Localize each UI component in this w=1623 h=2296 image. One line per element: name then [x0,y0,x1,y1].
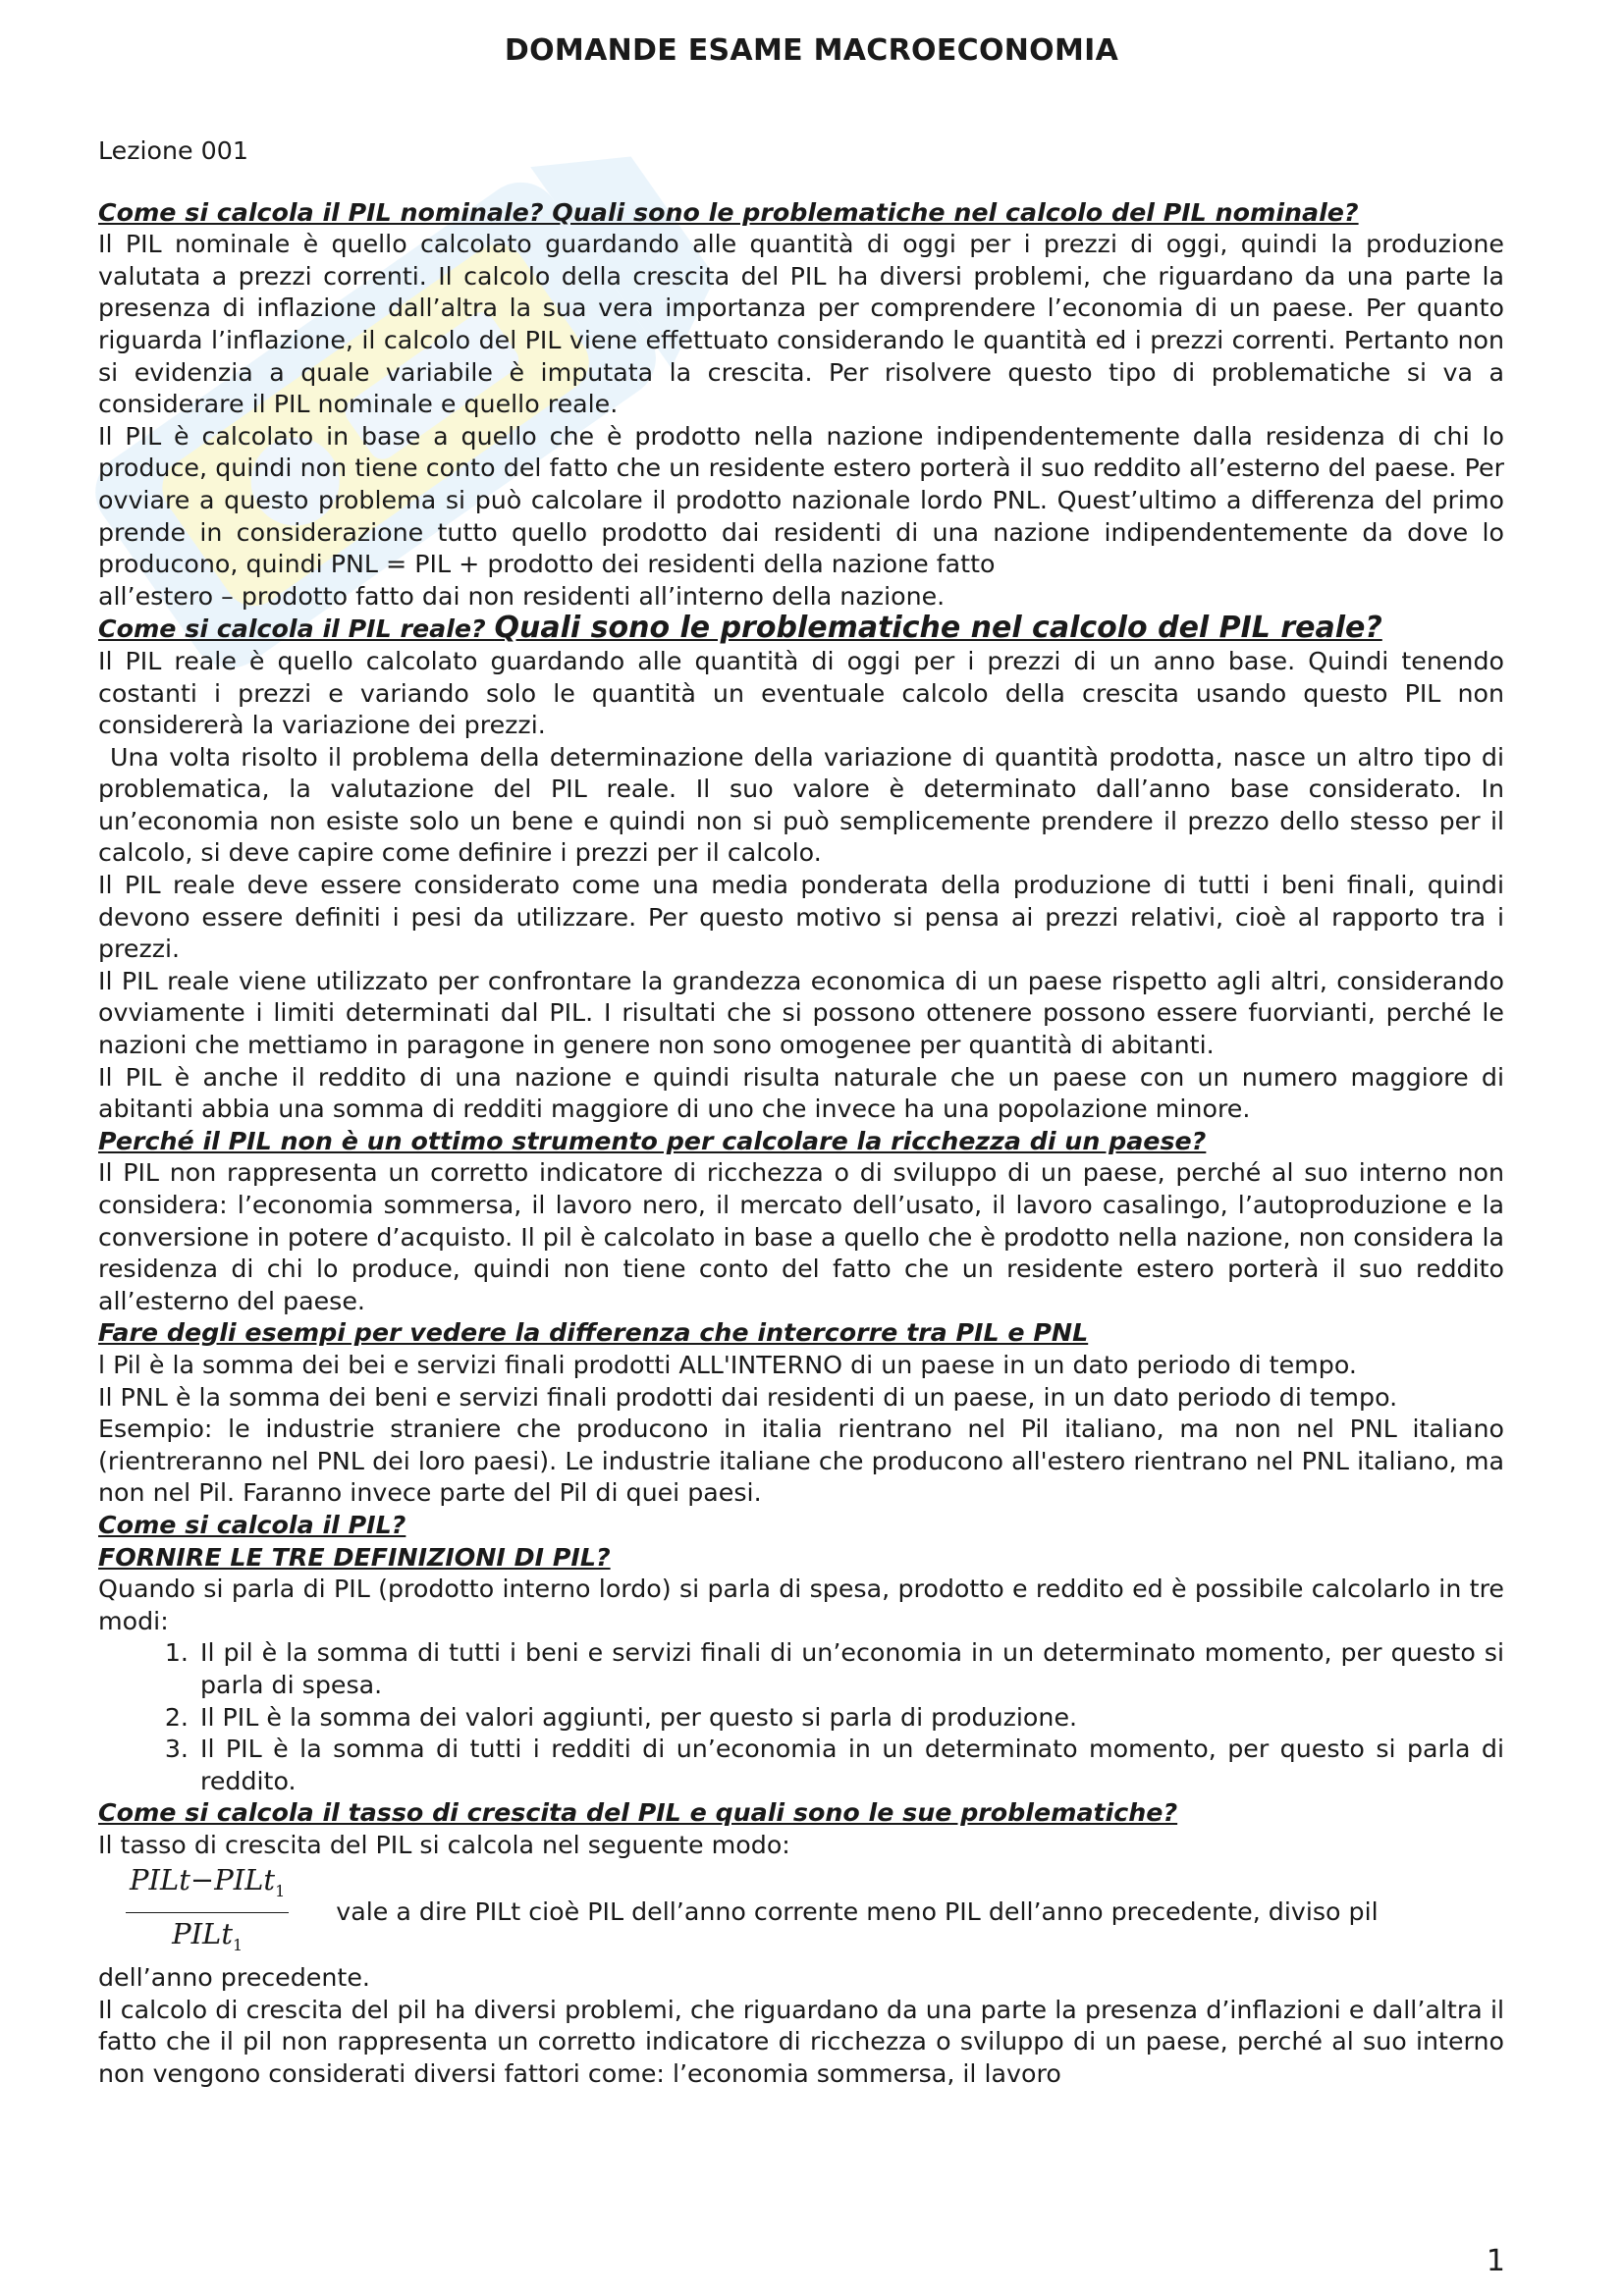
document-body [98,135,1504,2090]
paragraph: Esempio: le industrie straniere che producono in italia rientrano nel Pil italiano, ma non nel PNL italiano (rientreranno nel PNL dei loro paesi). Le industrie italiane che producono all'estero rientrano nel PNL italiano, ma non nel Pil. Faranno invece parte del Pil di quei paesi. [98,1415,1504,1508]
formula-denominator: PILt$_1$ [172,1917,243,1955]
paragraph: Il PIL reale è quello calcolato guardando alle quantità di oggi per i prezzi di un anno base. Quindi tenendo costanti i prezzi e variando solo le quantità un eventuale calcolo della crescita usando questo PIL non considererà la variazione dei prezzi. [98,646,1504,740]
formula-explanation: vale a dire PILt cioè PIL dell’anno corrente meno PIL dell’anno precedente, diviso pil [336,1897,1379,1927]
list-item: 1. Il pil è la somma di tutti i beni e servizi finali di un’economia in un determinato momento, per questo si parla di spesa. [196,1637,1504,1701]
question-part: Come si calcola il PIL reale? [98,614,495,644]
paragraph: Il PIL reale deve essere considerato come una media ponderata della produzione di tutti i beni finali, quindi devono essere definiti i pesi da utilizzare. Per questo motivo si pensa ai prezzi relativi, cioè al rapporto tra i prezzi. [98,871,1504,964]
paragraph: Il PIL è anche il reddito di una nazione e quindi risulta naturale che un paese con un numero maggiore di abitanti abbia una somma di redditi maggiore di uno che invece ha una popolazione minore. [98,1062,1504,1124]
paragraph: Quando si parla di PIL (prodotto interno lordo) si parla di spesa, prodotto e reddito ed è possibile calcolarlo in tre modi: [98,1575,1504,1635]
question-heading: FORNIRE LE TRE DEFINIZIONI DI PIL? [98,1542,611,1572]
paragraph: Il PIL non rappresenta un corretto indicatore di ricchezza o di sviluppo di un paese, perché al suo interno non considera: l’economia sommersa, il lavoro nero, il mercato dell’usato, il lavoro casalingo, l’autoproduzione e la conversione in potere d’acquisto. Il pil è calcolato in base a quello che è prodotto nella nazione, non considera la residenza di chi lo produce, quindi non tiene conto del fatto che un residente estero porterà il suo reddito all’esterno del paese. [98,1158,1504,1315]
list-item: 2. Il PIL è la somma dei valori aggiunti, per questo si parla di produzione. [196,1702,1504,1735]
question-heading: Fare degli esempi per vedere la differenza che intercorre tra PIL e PNL [98,1318,1089,1348]
paragraph: Il PIL è calcolato in base a quello che è prodotto nella nazione indipendentemente dalla residenza di chi lo produce, quindi non tiene conto del fatto che un residente estero porterà il suo reddito all’esterno del paese. Per ovviare a questo problema si può calcolare il prodotto nazionale lordo PNL. Quest’ultimo a differenza del primo prende in considerazione tutto quello prodotto dai residenti di una nazione indipendentemente da dove lo producono, quindi PNL = PIL + prodotto dei residenti della nazione fatto [98,421,1504,579]
paragraph: l Pil è la somma dei bei e servizi finali prodotti ALL'INTERNO di un paese in un dato periodo di tempo. [98,1350,1357,1379]
document-title: DOMANDE ESAME MACROECONOMIA [504,33,1119,68]
question-heading [98,613,1504,646]
question-heading: Perché il PIL non è un ottimo strumento per calcolare la ricchezza di un paese? [98,1126,1207,1155]
question-part-large: Quali sono le problematiche nel calcolo del PIL reale? [494,611,1382,646]
paragraph: dell’anno precedente. [98,1963,370,1993]
paragraph: Il calcolo di crescita del pil ha diversi problemi, che riguardano da una parte la presenza d’inflazioni e dall’altra il fatto che il pil non rappresenta un corretto indicatore di ricchezza o sviluppo di un paese, perché al suo interno non vengono considerati diversi fattori come: l’economia sommersa, il lavoro [98,1995,1504,2088]
lesson-label: Lezione 001 [98,136,248,165]
growth-rate-formula [126,1863,289,1962]
question-heading: Come si calcola il PIL? [98,1510,406,1539]
formula-numerator: PILt−PILt$_1$ [126,1863,289,1913]
paragraph: all’estero – prodotto fatto dai non residenti all’interno della nazione. [98,581,946,611]
definitions-list [98,1637,1504,1797]
list-item: 3. Il PIL è la somma di tutti i redditi di un’economia in un determinato momento, per questo si parla di reddito. [196,1734,1504,1797]
paragraph: Il PIL reale viene utilizzato per confrontare la grandezza economica di un paese rispetto agli altri, considerando ovviamente i limiti determinati dal PIL. I risultati che si possono ottenere possono essere fuorvianti, perché le nazioni che mettiamo in paragone in genere non sono omogenee per quantità di abitanti. [98,966,1504,1060]
paragraph: Una volta risolto il problema della determinazione della variazione di quantità prodotta, nasce un altro tipo di problematica, la valutazione del PIL reale. Il suo valore è determinato dall’anno base considerato. In un’economia non esiste solo un bene e quindi non si può semplicemente prendere il prezzo dello stesso per il calcolo, si deve capire come definire i prezzi per il calcolo. [98,742,1504,868]
question-heading: Come si calcola il PIL nominale? Quali sono le problematiche nel calcolo del PIL nominale? [98,197,1359,227]
formula-row [98,1863,1504,1962]
question-heading: Come si calcola il tasso di crescita del PIL e quali sono le sue problematiche? [98,1798,1178,1828]
paragraph: Il tasso di crescita del PIL si calcola nel seguente modo: [98,1830,790,1859]
page-number: 1 [1486,2244,1505,2278]
paragraph: Il PNL è la somma dei beni e servizi finali prodotti dai residenti di un paese, in un dato periodo di tempo. [98,1382,1398,1412]
paragraph: Il PIL nominale è quello calcolato guardando alle quantità di oggi per i prezzi di oggi, quindi la produzione valutata a prezzi correnti. Il calcolo della crescita del PIL ha diversi problemi, che riguardano da una parte la presenza di inflazione dall’altra la sua vera importanza per comprendere l’economia di un paese. Per quanto riguarda l’inflazione, il calcolo del PIL viene effettuato considerando le quantità ed i prezzi correnti. Pertanto non si evidenzia a quale variabile è imputata la crescita. Per risolvere questo tipo di problematiche si va a considerare il PIL nominale e quello reale. [98,230,1504,419]
